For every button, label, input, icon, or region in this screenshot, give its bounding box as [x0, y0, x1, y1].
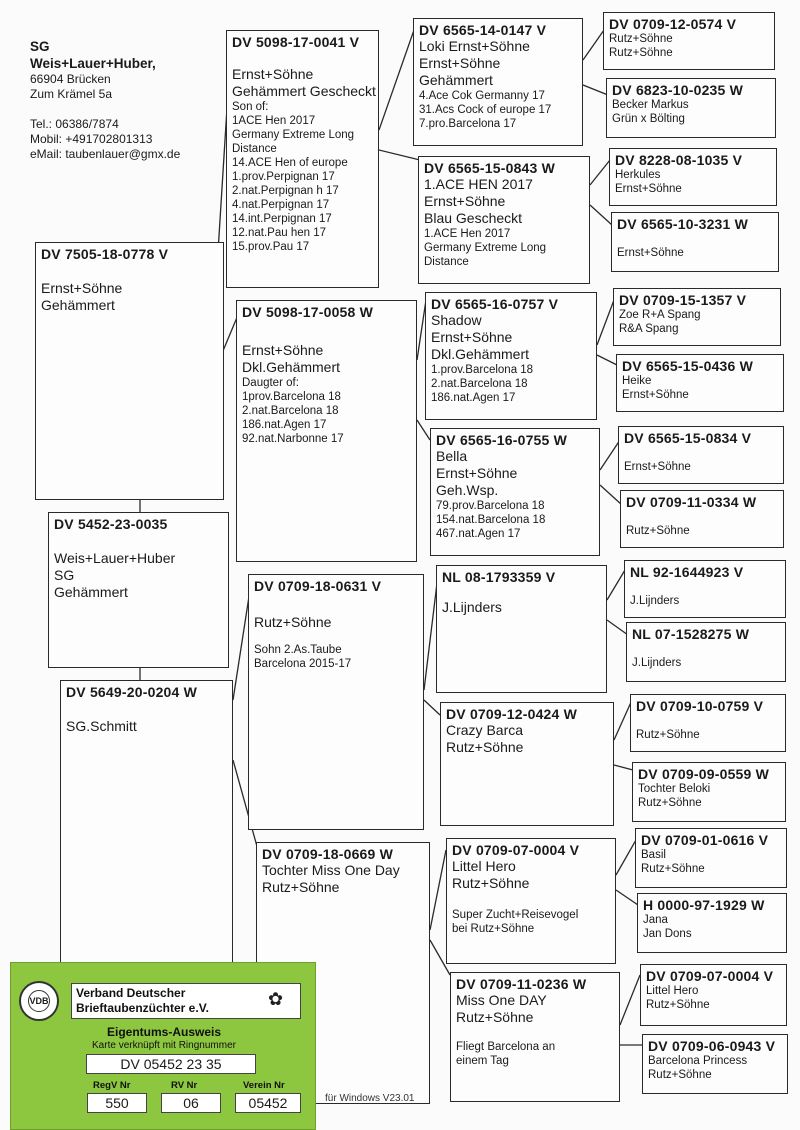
ggp-ring: DV 0709-06-0943 V [648, 1038, 776, 1054]
ggp-line: Rutz+Söhne [626, 525, 690, 537]
card-organization [76, 986, 209, 1016]
sds-card [425, 292, 597, 420]
subject-card [48, 512, 229, 668]
pigeon-emblem-icon: ✿ [268, 989, 284, 1009]
ssd-breeder: Ernst+Söhne [424, 193, 506, 209]
sds-breeder: Ernst+Söhne [431, 329, 513, 345]
ggp-line: Heike [622, 375, 652, 387]
sd-card [236, 300, 417, 562]
ggp-line: Tochter Beloki [638, 783, 711, 795]
dsd-ring: DV 0709-12-0424 W [446, 706, 578, 722]
sss-note: 7.pro.Barcelona 17 [419, 118, 517, 130]
ddd-card [450, 972, 620, 1102]
ds-note: Barcelona 2015-17 [254, 658, 352, 670]
owner-name: Weis+Lauer+Huber, [30, 56, 156, 71]
ggp-ring: DV 0709-15-1357 V [619, 292, 747, 308]
dsd-name: Crazy Barca [446, 722, 524, 738]
owner-email: eMail: taubenlauer@gmx.de [30, 147, 181, 161]
sss-breeder: Ernst+Söhne [419, 55, 501, 71]
ggp-line: J.Lijnders [630, 595, 680, 607]
ggp-ring: H 0000-97-1929 W [643, 897, 765, 913]
ssd-name: 1.ACE HEN 2017 [424, 176, 533, 192]
card-org-line2: Brieftaubenzüchter e.V. [76, 1001, 209, 1015]
ggp-ring: DV 0709-10-0759 V [636, 698, 764, 714]
dds-name: Littel Hero [452, 858, 516, 874]
ggp-ring: DV 8228-08-1035 V [615, 152, 743, 168]
ss-note: 12.nat.Pau hen 17 [232, 227, 326, 239]
dss-card [436, 565, 607, 693]
sds-name: Shadow [431, 312, 482, 328]
ggp-ring: DV 0709-11-0334 W [626, 494, 757, 510]
dds-card [446, 838, 616, 964]
ggp-line: R&A Spang [619, 323, 679, 335]
ggp-line: Rutz+Söhne [648, 1069, 712, 1081]
sdd-note: 79.prov.Barcelona 18 [436, 500, 545, 512]
great-grandparent-card [609, 148, 777, 206]
card-ring-number: DV 05452 23 35 [86, 1054, 256, 1074]
owner-prefix: SG [30, 39, 50, 54]
sdd-ring: DV 6565-16-0755 W [436, 432, 568, 448]
great-grandparent-card [642, 1034, 788, 1094]
ss-card [226, 30, 379, 288]
sss-note: 31.Acs Cock of europe 17 [419, 104, 552, 116]
dss-ring: NL 08-1793359 V [442, 569, 556, 585]
ddd-breeder: Rutz+Söhne [456, 1009, 534, 1025]
dam-breeder: SG.Schmitt [66, 718, 137, 734]
sd-note: 92.nat.Narbonne 17 [242, 433, 344, 445]
dam-ring: DV 5649-20-0204 W [66, 684, 198, 700]
ss-note: 4.nat.Perpignan 17 [232, 199, 330, 211]
ggp-ring: DV 0709-01-0616 V [641, 832, 769, 848]
ss-note: 1.prov.Perpignan 17 [232, 171, 335, 183]
dd-breeder: Rutz+Söhne [262, 879, 340, 895]
sds-note: 2.nat.Barcelona 18 [431, 378, 528, 390]
ggp-line: Rutz+Söhne [609, 47, 673, 59]
subject-ring: DV 5452-23-0035 [54, 516, 168, 532]
dds-breeder: Rutz+Söhne [452, 875, 530, 891]
card-title: Eigentums-Ausweis [106, 1025, 222, 1039]
sd-ring: DV 5098-17-0058 W [242, 304, 374, 320]
ss-note: Germany Extreme Long [232, 129, 355, 141]
ggp-line: Jana [643, 914, 668, 926]
ddd-note: einem Tag [456, 1055, 509, 1067]
sdd-note: 467.nat.Agen 17 [436, 528, 521, 540]
great-grandparent-card [632, 762, 786, 822]
sd-note: Daugter of: [242, 377, 299, 389]
ownership-card [10, 962, 316, 1130]
dam-card [60, 680, 233, 970]
ggp-line: Ernst+Söhne [617, 247, 684, 259]
card-subtitle: Karte verknüpft mit Ringnummer [92, 1040, 236, 1051]
great-grandparent-card [618, 426, 784, 484]
dds-note: Super Zucht+Reisevogel [452, 909, 579, 921]
ss-note: Son of: [232, 101, 269, 113]
sdd-note: 154.nat.Barcelona 18 [436, 514, 546, 526]
great-grandparent-card [637, 893, 787, 953]
owner-postcode-city: 66904 Brücken [30, 72, 111, 86]
ggp-line: Grün x Bölting [612, 113, 685, 125]
sss-color: Gehämmert [419, 72, 493, 88]
ss-note: Distance [232, 143, 277, 155]
great-grandparent-card [611, 212, 779, 272]
sd-note: 2.nat.Barcelona 18 [242, 405, 339, 417]
ssd-ring: DV 6565-15-0843 W [424, 160, 556, 176]
sdd-name: Bella [436, 448, 468, 464]
great-grandparent-card [630, 694, 786, 752]
ssd-card [418, 156, 590, 284]
sire-color: Gehämmert [41, 297, 115, 313]
ddd-name: Miss One DAY [456, 992, 547, 1008]
software-footer: für Windows V23.01 [325, 1093, 415, 1104]
ss-note: 2.nat.Perpignan h 17 [232, 185, 339, 197]
ssd-note: 1.ACE Hen 2017 [424, 228, 511, 240]
sds-color: Dkl.Gehämmert [431, 346, 530, 362]
ggp-ring: DV 6565-15-0834 V [624, 430, 752, 446]
ggp-ring: NL 92-1644923 V [630, 564, 744, 580]
sss-card [413, 18, 583, 146]
great-grandparent-card [606, 78, 776, 138]
sdd-color: Geh.Wsp. [436, 482, 499, 498]
sds-note: 1.prov.Barcelona 18 [431, 364, 534, 376]
sire-card [35, 242, 224, 500]
sd-note: 186.nat.Agen 17 [242, 419, 327, 431]
owner-phone: Tel.: 06386/7874 [30, 117, 119, 131]
sd-note: 1prov.Barcelona 18 [242, 391, 341, 403]
ss-note: 15.prov.Pau 17 [232, 241, 310, 253]
card-value-regv: 550 [87, 1093, 147, 1113]
vdb-logo-icon [19, 981, 59, 1021]
ggp-line: Becker Markus [612, 99, 689, 111]
subject-sg: SG [54, 567, 75, 583]
ggp-line: Jan Dons [643, 928, 692, 940]
ggp-ring: DV 6565-15-0436 W [622, 358, 754, 374]
card-label-regv: RegV Nr [93, 1080, 131, 1091]
sire-ring: DV 7505-18-0778 V [41, 246, 169, 262]
sire-breeder: Ernst+Söhne [41, 280, 123, 296]
dds-ring: DV 0709-07-0004 V [452, 842, 580, 858]
ggp-line: Rutz+Söhne [641, 863, 705, 875]
dd-ring: DV 0709-18-0669 W [262, 846, 394, 862]
subject-color: Gehämmert [54, 584, 128, 600]
great-grandparent-card [635, 828, 787, 888]
dds-note: bei Rutz+Söhne [452, 923, 535, 935]
ggp-line: Zoe R+A Spang [619, 309, 701, 321]
subject-breeder: Weis+Lauer+Huber [54, 550, 176, 566]
ggp-ring: DV 6823-10-0235 W [612, 82, 744, 98]
ggp-ring: NL 07-1528275 W [632, 626, 750, 642]
great-grandparent-card [616, 354, 784, 412]
ggp-line: Rutz+Söhne [636, 729, 700, 741]
ggp-line: Basil [641, 849, 666, 861]
ddd-note: Fliegt Barcelona an [456, 1041, 556, 1053]
ggp-line: Littel Hero [646, 985, 699, 997]
great-grandparent-card [603, 12, 775, 70]
ss-ring: DV 5098-17-0041 V [232, 34, 360, 50]
dsd-card [440, 702, 614, 826]
ds-card [248, 574, 424, 830]
dd-name: Tochter Miss One Day [262, 862, 400, 878]
ggp-ring: DV 6565-10-3231 W [617, 216, 749, 232]
owner-street: Zum Krämel 5a [30, 87, 113, 101]
card-org-line1: Verband Deutscher [76, 986, 186, 1000]
ggp-line: Herkules [615, 169, 661, 181]
ss-color: Gehämmert Gescheckt [232, 83, 376, 99]
sss-name: Loki Ernst+Söhne [419, 38, 530, 54]
ssd-color: Blau Gescheckt [424, 210, 523, 226]
ggp-ring: DV 0709-12-0574 V [609, 16, 737, 32]
card-header [71, 983, 301, 1019]
ssd-note: Germany Extreme Long [424, 242, 547, 254]
ggp-line: Rutz+Söhne [609, 33, 673, 45]
sd-color: Dkl.Gehämmert [242, 359, 341, 375]
ggp-ring: DV 0709-07-0004 V [646, 968, 774, 984]
ssd-note: Distance [424, 256, 469, 268]
sss-ring: DV 6565-14-0147 V [419, 22, 547, 38]
ds-note: Sohn 2.As.Taube [254, 644, 342, 656]
sd-breeder: Ernst+Söhne [242, 342, 324, 358]
ss-note: 14.int.Perpignan 17 [232, 213, 332, 225]
ss-breeder: Ernst+Söhne [232, 66, 314, 82]
sds-note: 186.nat.Agen 17 [431, 392, 516, 404]
owner-info [30, 38, 180, 162]
ggp-line: Ernst+Söhne [615, 183, 682, 195]
sdd-card [430, 428, 600, 556]
great-grandparent-card [626, 622, 786, 682]
great-grandparent-card [640, 964, 787, 1026]
ggp-line: Ernst+Söhne [624, 461, 691, 473]
dss-breeder: J.Lijnders [442, 599, 502, 615]
ds-ring: DV 0709-18-0631 V [254, 578, 382, 594]
ss-note: 1ACE Hen 2017 [232, 115, 316, 127]
card-label-rv: RV Nr [171, 1080, 198, 1091]
great-grandparent-card [620, 490, 784, 548]
ggp-line: Barcelona Princess [648, 1055, 748, 1067]
ss-note: 14.ACE Hen of europe [232, 157, 348, 169]
ggp-line: Ernst+Söhne [622, 389, 689, 401]
great-grandparent-card [624, 560, 786, 618]
sss-note: 4.Ace Cok Germanny 17 [419, 90, 545, 102]
dsd-breeder: Rutz+Söhne [446, 739, 524, 755]
ds-breeder: Rutz+Söhne [254, 614, 332, 630]
ggp-line: Rutz+Söhne [646, 999, 710, 1011]
sdd-breeder: Ernst+Söhne [436, 465, 518, 481]
card-label-verein: Verein Nr [243, 1080, 285, 1091]
ggp-ring: DV 0709-09-0559 W [638, 766, 770, 782]
card-value-rv: 06 [161, 1093, 221, 1113]
ggp-line: J.Lijnders [632, 657, 682, 669]
sds-ring: DV 6565-16-0757 V [431, 296, 559, 312]
owner-mobile: Mobil: +491702801313 [30, 132, 153, 146]
card-value-verein: 05452 [235, 1093, 301, 1113]
vdb-logo-text: VDB [28, 990, 50, 1012]
ddd-ring: DV 0709-11-0236 W [456, 976, 587, 992]
great-grandparent-card [613, 288, 781, 346]
ggp-line: Rutz+Söhne [638, 797, 702, 809]
